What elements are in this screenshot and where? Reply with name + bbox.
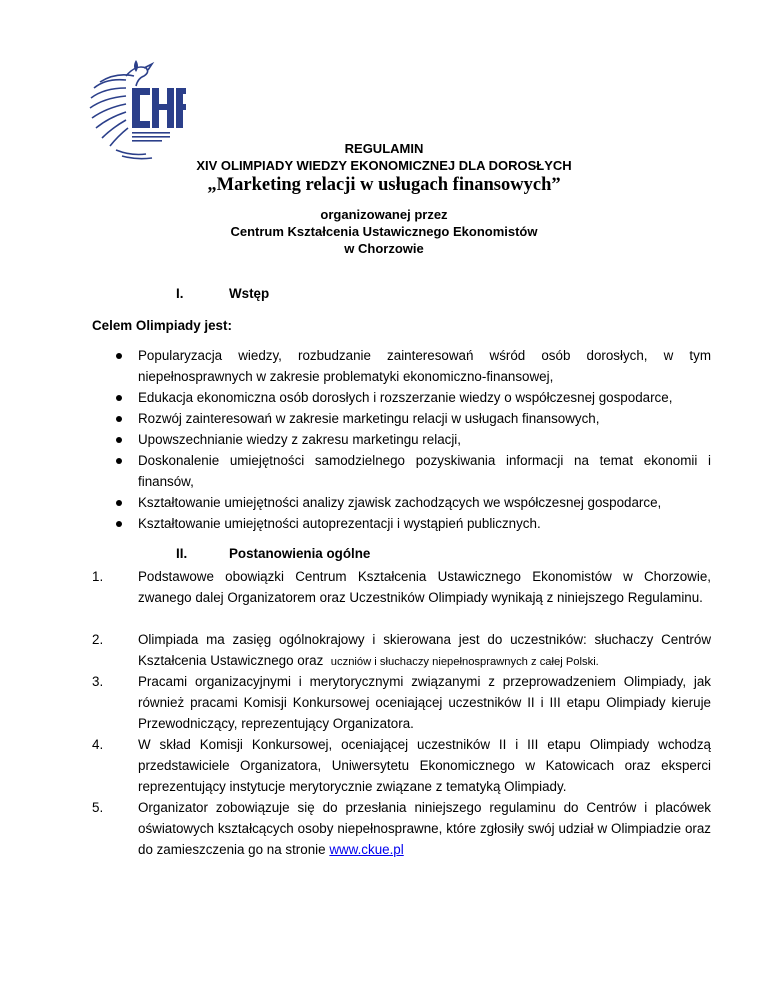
list-item-text: Upowszechnianie wiedzy z zakresu marketingu relacji,: [138, 432, 462, 447]
section-1-title: Wstęp: [229, 286, 270, 301]
list-item-number: 5.: [92, 800, 104, 815]
organizer-city: w Chorzowie: [344, 241, 424, 256]
section-2-title: Postanowienia ogólne: [229, 546, 371, 561]
list-item-number: 3.: [92, 674, 104, 689]
goals-intro: Celem Olimpiady jest:: [92, 318, 232, 333]
bullet-icon: [116, 395, 122, 401]
list-item-text: Doskonalenie umiejętności samodzielnego pozyskiwania informacji na temat ekonomii i finansów,: [138, 453, 711, 489]
list-item-number: 4.: [92, 737, 104, 752]
list-item-number: 1.: [92, 569, 104, 584]
list-item-text: Organizator zobowiązuje się do przesłania niniejszego regulaminu do Centrów i placówek oświatowych kształcących osoby niepełnosprawne, które zgłosiły swój udział w Olimpiadzie oraz do zamieszczenia go na stronie www.ckue.pl: [138, 800, 711, 857]
bullet-icon: [116, 416, 122, 422]
list-item-text-continued: Kształcenia Ustawicznego oraz uczniów i słuchaczy niepełnosprawnych z całej Polski.: [138, 653, 599, 668]
organizer-name: Centrum Kształcenia Ustawicznego Ekonomistów: [230, 224, 538, 239]
doc-title: „Marketing relacji w usługach finansowych”: [207, 175, 561, 195]
list-item-text: Popularyzacja wiedzy, rozbudzanie zainteresowań wśród osób dorosłych, w tym niepełnosprawnych w zakresie problematyki ekonomiczno-finansowej,: [138, 348, 711, 384]
list-item-text: Rozwój zainteresowań w zakresie marketingu relacji w usługach finansowych,: [138, 411, 600, 426]
list-item-text: Pracami organizacyjnymi i merytorycznymi związanymi z przeprowadzeniem Olimpiady, jak również pracami Komisji Konkursowej oceniającej uczestników II i III etapu Olimpiady kieruje Przewodniczący, reprezentujący Organizatora.: [138, 674, 711, 731]
section-1-number: I.: [176, 286, 184, 301]
list-item-text: Edukacja ekonomiczna osób dorosłych i rozszerzanie wiedzy o współczesnej gospodarce,: [138, 390, 673, 405]
bullet-icon: [116, 353, 122, 359]
bullet-icon: [116, 521, 122, 527]
website-link[interactable]: www.ckue.pl: [329, 842, 404, 857]
list-item-text: Kształtowanie umiejętności autoprezentacji i wystąpień publicznych.: [138, 516, 541, 531]
list-item-text: Kształtowanie umiejętności analizy zjawisk zachodzących we współczesnej gospodarce,: [138, 495, 662, 510]
list-item-number: 2.: [92, 632, 104, 647]
bullet-icon: [116, 458, 122, 464]
bullet-icon: [116, 500, 122, 506]
list-item-text: Podstawowe obowiązki Centrum Kształcenia Ustawicznego Ekonomistów w Chorzowie, zwanego dalej Organizatorem oraz Uczestników Olimpiady wynikają z niniejszego Regulaminu.: [138, 569, 711, 605]
bullet-icon: [116, 437, 122, 443]
doc-heading-regulamin: REGULAMIN: [344, 141, 424, 156]
list-item-text: W skład Komisji Konkursowej, oceniającej uczestników II i III etapu Olimpiady wchodzą przedstawiciele Organizatora, Uniwersytetu Ekonomicznego w Katowicach oraz eksperci reprezentujący instytucje merytorycznie związane z tematyką Olimpiady.: [138, 737, 711, 794]
doc-heading-olympiad: XIV OLIMPIADY WIEDZY EKONOMICZNEJ DLA DOROSŁYCH: [196, 158, 572, 173]
section-2-number: II.: [176, 546, 188, 561]
organizer-intro: organizowanej przez: [320, 207, 448, 222]
list-item-text: Olimpiada ma zasięg ogólnokrajowy i skierowana jest do uczestników: słuchaczy Centrów: [138, 632, 711, 647]
